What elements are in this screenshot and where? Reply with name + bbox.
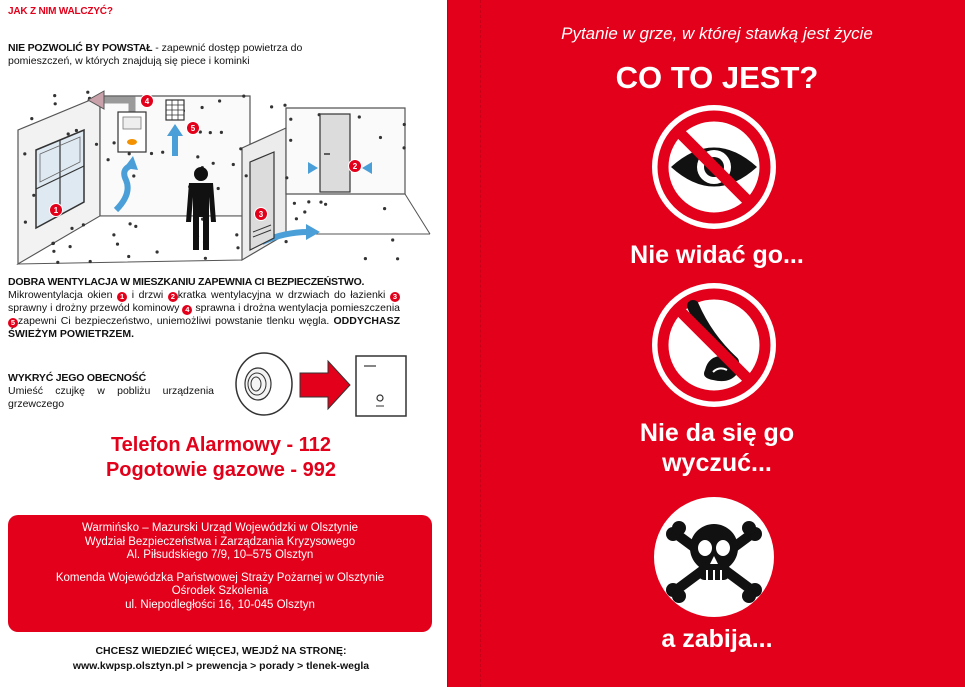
- air-particle: [232, 163, 235, 166]
- air-particle: [201, 106, 204, 109]
- room-door: [320, 114, 350, 192]
- svg-text:3: 3: [258, 210, 264, 219]
- detect-title: WYKRYĆ JEGO OBECNOŚĆ: [8, 372, 146, 384]
- air-particle: [217, 187, 220, 190]
- ventilation-closing: ODDYCHASZ ŚWIEŻYM POWIETRZEM.: [8, 314, 400, 340]
- air-particle: [242, 95, 245, 98]
- air-particle: [116, 243, 119, 246]
- air-particle: [239, 147, 242, 150]
- air-particle: [379, 136, 382, 139]
- air-particle: [220, 131, 223, 134]
- ventilation-illustration: [0, 82, 447, 272]
- vent-text-part: sprawna i drożna wentylacja pomieszczenia: [192, 301, 400, 314]
- air-particle: [129, 222, 132, 225]
- svg-text:5: 5: [190, 124, 196, 133]
- air-particle: [53, 94, 56, 97]
- air-particle: [293, 202, 296, 205]
- air-particle: [383, 207, 386, 210]
- air-particle: [54, 102, 57, 105]
- more-info-title: CHCESZ WIEDZIEĆ WIĘCEJ, WEJDŹ NA STRONĘ:: [95, 645, 347, 657]
- emergency-phone: Telefon Alarmowy - 112: [110, 434, 332, 456]
- detector-illustration: [228, 348, 418, 423]
- ventilation-title: DOBRA WENTYLACJA W MIESZKANIU ZAPEWNIA CI BEZPIECZEŃSTWO.: [8, 276, 365, 288]
- air-particle: [30, 117, 33, 120]
- air-particle: [161, 151, 164, 154]
- air-particle: [236, 246, 239, 249]
- crossed-eye-icon: [649, 102, 779, 232]
- intro-paragraph: [8, 42, 313, 67]
- air-particle: [134, 225, 137, 228]
- air-particle: [283, 104, 286, 107]
- air-particle: [209, 131, 212, 134]
- air-particle: [403, 123, 406, 126]
- air-particle: [218, 99, 221, 102]
- crossed-nose-icon: [649, 280, 779, 410]
- co-detector-icon: [236, 353, 292, 415]
- inline-badge-3: 3: [390, 292, 400, 302]
- question-title: CO TO JEST?: [615, 60, 819, 95]
- contact-line: Komenda Wojewódzka Państwowej Straży Pożarnej w Olsztynie: [55, 571, 385, 584]
- badge-5: [187, 122, 200, 135]
- air-particle: [127, 255, 130, 258]
- badge-4: [141, 95, 154, 108]
- more-info-url: www.kwpsp.olsztyn.pl > prewencja > porady > tlenek-wegla: [72, 660, 370, 672]
- office-contact: [8, 522, 432, 563]
- air-particle: [75, 129, 78, 132]
- badge-3: [255, 208, 268, 221]
- air-particle: [67, 132, 70, 135]
- air-particle: [52, 250, 55, 253]
- inline-badge-4: 4: [182, 305, 192, 315]
- vent-text-part: i drzwi: [127, 288, 168, 301]
- air-particle: [295, 217, 298, 220]
- air-particle: [285, 176, 288, 179]
- contact-line: ul. Niepodległości 16, 10-045 Olsztyn: [125, 598, 315, 611]
- vent-text-part: Mikrowentylacja okien: [8, 288, 118, 301]
- heater-icon: [356, 356, 406, 416]
- contact-box: [8, 515, 432, 632]
- air-particle: [95, 143, 98, 146]
- air-particle: [51, 242, 54, 245]
- air-particle: [196, 155, 199, 158]
- clue-odorless-line-1: Nie da się go: [639, 419, 795, 447]
- vent-text-part: kratka wentylacyjna w drzwiach do łazienki: [177, 288, 390, 301]
- ventilation-grate: [166, 100, 184, 120]
- air-particle: [107, 158, 110, 161]
- air-particle: [235, 233, 238, 236]
- air-particle: [358, 115, 361, 118]
- intro-text: - zapewnić dostęp powietrza do pomieszczeń, w których znajdują się piece i kominki: [8, 42, 303, 67]
- air-particle: [128, 152, 131, 155]
- air-particle: [289, 118, 292, 121]
- clue-invisible: Nie widać go...: [630, 241, 804, 269]
- air-particle: [307, 200, 310, 203]
- fold-line: [480, 0, 481, 687]
- air-particle: [69, 245, 72, 248]
- air-particle: [32, 194, 35, 197]
- ventilation-section: [8, 276, 400, 340]
- air-particle: [364, 257, 367, 260]
- clue-deadly: a zabija...: [661, 625, 773, 653]
- clue-odorless-line-2: wyczuć...: [662, 449, 772, 477]
- air-particle: [396, 257, 399, 260]
- air-particle: [132, 174, 135, 177]
- air-particle: [70, 227, 73, 230]
- vent-text-part: zapewni Ci bezpieczeństwo, uniemożliwi powstanie tlenku węgla.: [18, 314, 334, 327]
- svg-text:2: 2: [352, 162, 358, 171]
- air-particle: [403, 146, 406, 149]
- contact-line: Ośrodek Szkolenia: [171, 585, 269, 597]
- air-particle: [86, 91, 89, 94]
- air-particle: [245, 174, 248, 177]
- air-particle: [23, 152, 26, 155]
- left-panel: [0, 0, 447, 687]
- badge-1: [50, 204, 63, 217]
- air-particle: [150, 152, 153, 155]
- panel-edge: [447, 0, 448, 687]
- vent-text-part: sprawny i drożny przewód kominowy: [8, 301, 183, 314]
- air-particle: [319, 201, 322, 204]
- right-room-corner: [405, 194, 430, 234]
- air-particle: [212, 162, 215, 165]
- air-particle: [204, 257, 207, 260]
- bathroom-door: [250, 152, 274, 250]
- air-particle: [156, 250, 159, 253]
- svg-text:4: 4: [144, 97, 150, 106]
- air-particle: [270, 105, 273, 108]
- ventilation-text: [8, 289, 400, 341]
- air-particle: [289, 139, 292, 142]
- inline-badge-2: 2: [168, 292, 178, 302]
- fire-service-contact: [8, 572, 432, 613]
- contact-line: Warmińsko – Mazurski Urząd Wojewódzki w Olsztynie: [81, 522, 359, 534]
- section-heading: JAK Z NIM WALCZYĆ?: [8, 6, 113, 17]
- intro-bold: NIE POZWOLIĆ BY POWSTAŁ: [8, 42, 153, 54]
- contact-line: Wydział Bezpieczeństwa i Zarządzania Kryzysowego: [84, 535, 356, 548]
- air-particle: [324, 203, 327, 206]
- svg-text:1: 1: [53, 206, 59, 215]
- detect-text: Umieść czujkę w pobliżu urządzenia grzewczego: [8, 385, 214, 410]
- inline-badge-1: 1: [117, 292, 127, 302]
- air-particle: [24, 221, 27, 224]
- air-particle: [303, 210, 306, 213]
- air-particle: [285, 240, 288, 243]
- badge-2: [349, 160, 362, 173]
- contact-line: Al. Piłsudskiego 7/9, 10–575 Olsztyn: [126, 549, 314, 561]
- air-particle: [82, 223, 85, 226]
- skull-crossbones-icon: [649, 492, 779, 622]
- tagline: Pytanie w grze, w której stawką jest życie: [561, 24, 873, 43]
- right-panel: [447, 0, 965, 687]
- air-particle: [391, 238, 394, 241]
- gas-emergency-phone: Pogotowie gazowe - 992: [105, 459, 337, 481]
- arrow-right-icon: [300, 361, 350, 409]
- air-particle: [56, 261, 59, 264]
- air-particle: [113, 141, 116, 144]
- inline-badge-5: 5: [8, 318, 18, 328]
- air-particle: [89, 260, 92, 263]
- air-particle: [112, 233, 115, 236]
